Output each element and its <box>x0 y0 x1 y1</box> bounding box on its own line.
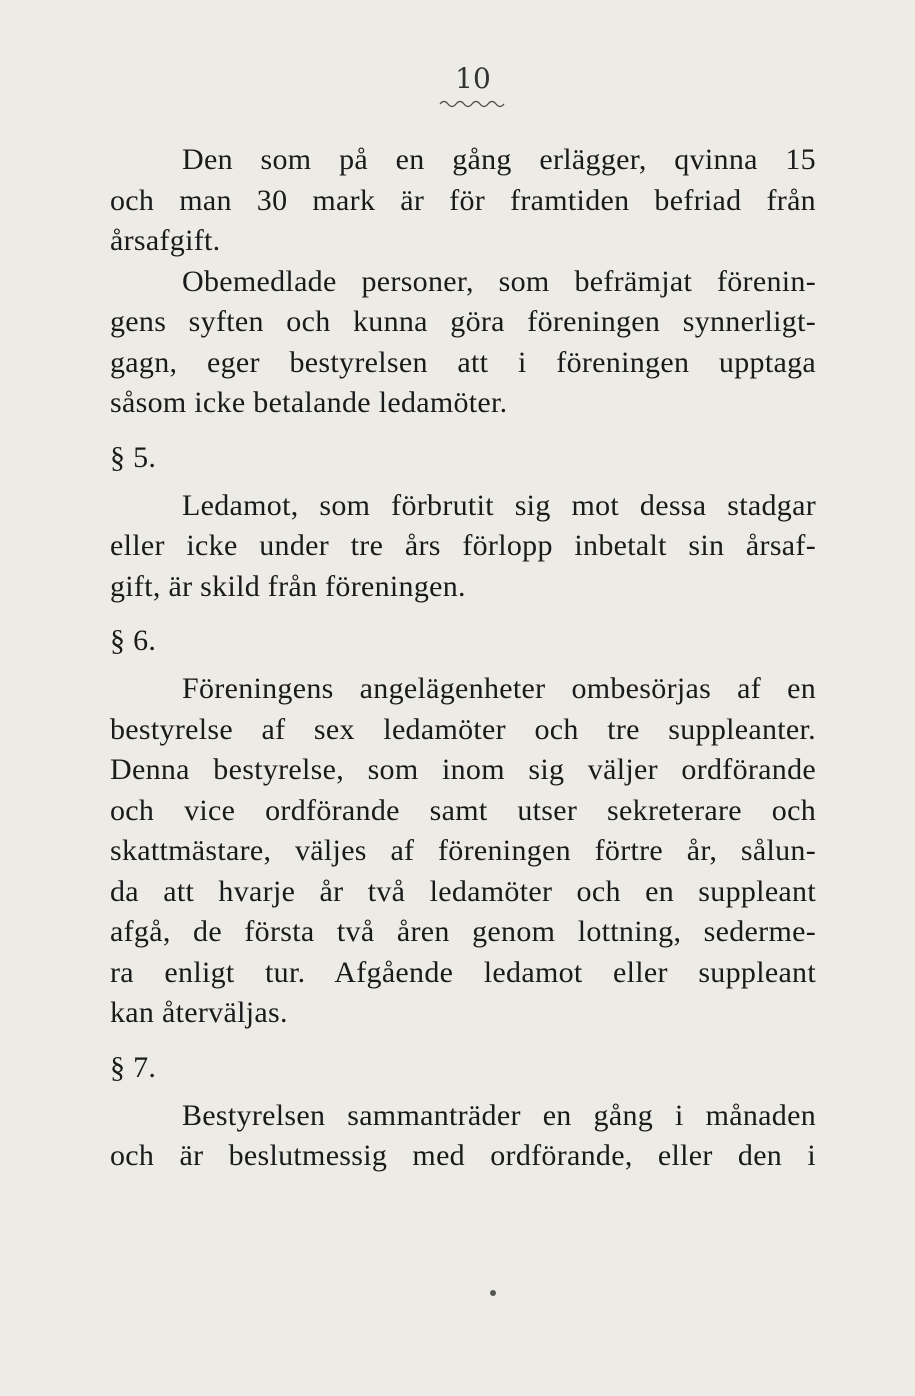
section-7-text <box>110 1096 816 1177</box>
paragraph-membership-fee <box>110 140 816 262</box>
text-line: Föreningens angelägenheter ombesörjas af en <box>182 672 816 705</box>
text-line: kan återväljas. <box>110 996 288 1029</box>
page-number: 10 <box>455 62 491 95</box>
section-heading-6: § 6. <box>110 624 157 657</box>
text-line: årsafgift. <box>110 224 221 257</box>
text-line: såsom icke betalande ledamöter. <box>110 386 508 419</box>
section-heading-7: § 7. <box>110 1050 157 1084</box>
section-5-text <box>110 486 816 608</box>
text-line: bestyrelse af sex ledamöter och tre suppleanter. <box>110 712 816 746</box>
text-line: Obemedlade personer, som befrämjat förenin- <box>182 264 816 298</box>
text-line: eller icke under tre års förlopp inbetalt sin årsaf- <box>110 529 816 562</box>
text-line: Den som på en gång erlägger, qvinna 15 <box>182 143 816 176</box>
text-line: da att hvarje år två ledamöter och en suppleant <box>110 874 816 908</box>
text-line: ra enligt tur. Afgående ledamot eller suppleant <box>110 955 816 989</box>
text-line: Ledamot, som förbrutit sig mot dessa stadgar <box>182 488 816 522</box>
text-line: gift, är skild från föreningen. <box>110 569 466 603</box>
text-line: skattmästare, väljes af föreningen förtre år, sålun- <box>110 834 816 867</box>
text-line: afgå, de första två åren genom lottning, sederme- <box>110 915 816 948</box>
ornament-divider <box>438 98 508 108</box>
section-heading-5: § 5. <box>110 440 157 474</box>
text-line: och är beslutmessig med ordförande, eller den i <box>110 1139 816 1172</box>
ink-speck <box>490 1290 496 1296</box>
paragraph-non-paying-members <box>110 262 816 424</box>
text-line: och vice ordförande samt utser sekreterare och <box>110 793 816 827</box>
section-6-text <box>110 669 816 1034</box>
text-line: Bestyrelsen sammanträder en gång i månaden <box>182 1098 816 1132</box>
text-line: gagn, eger bestyrelsen att i föreningen upptaga <box>110 345 816 379</box>
text-line: gens syften och kunna göra föreningen synnerligt- <box>110 305 816 338</box>
page-content <box>110 62 816 1177</box>
text-line: och man 30 mark är för framtiden befriad från <box>110 183 816 217</box>
text-line: Denna bestyrelse, som inom sig väljer ordförande <box>110 753 816 786</box>
